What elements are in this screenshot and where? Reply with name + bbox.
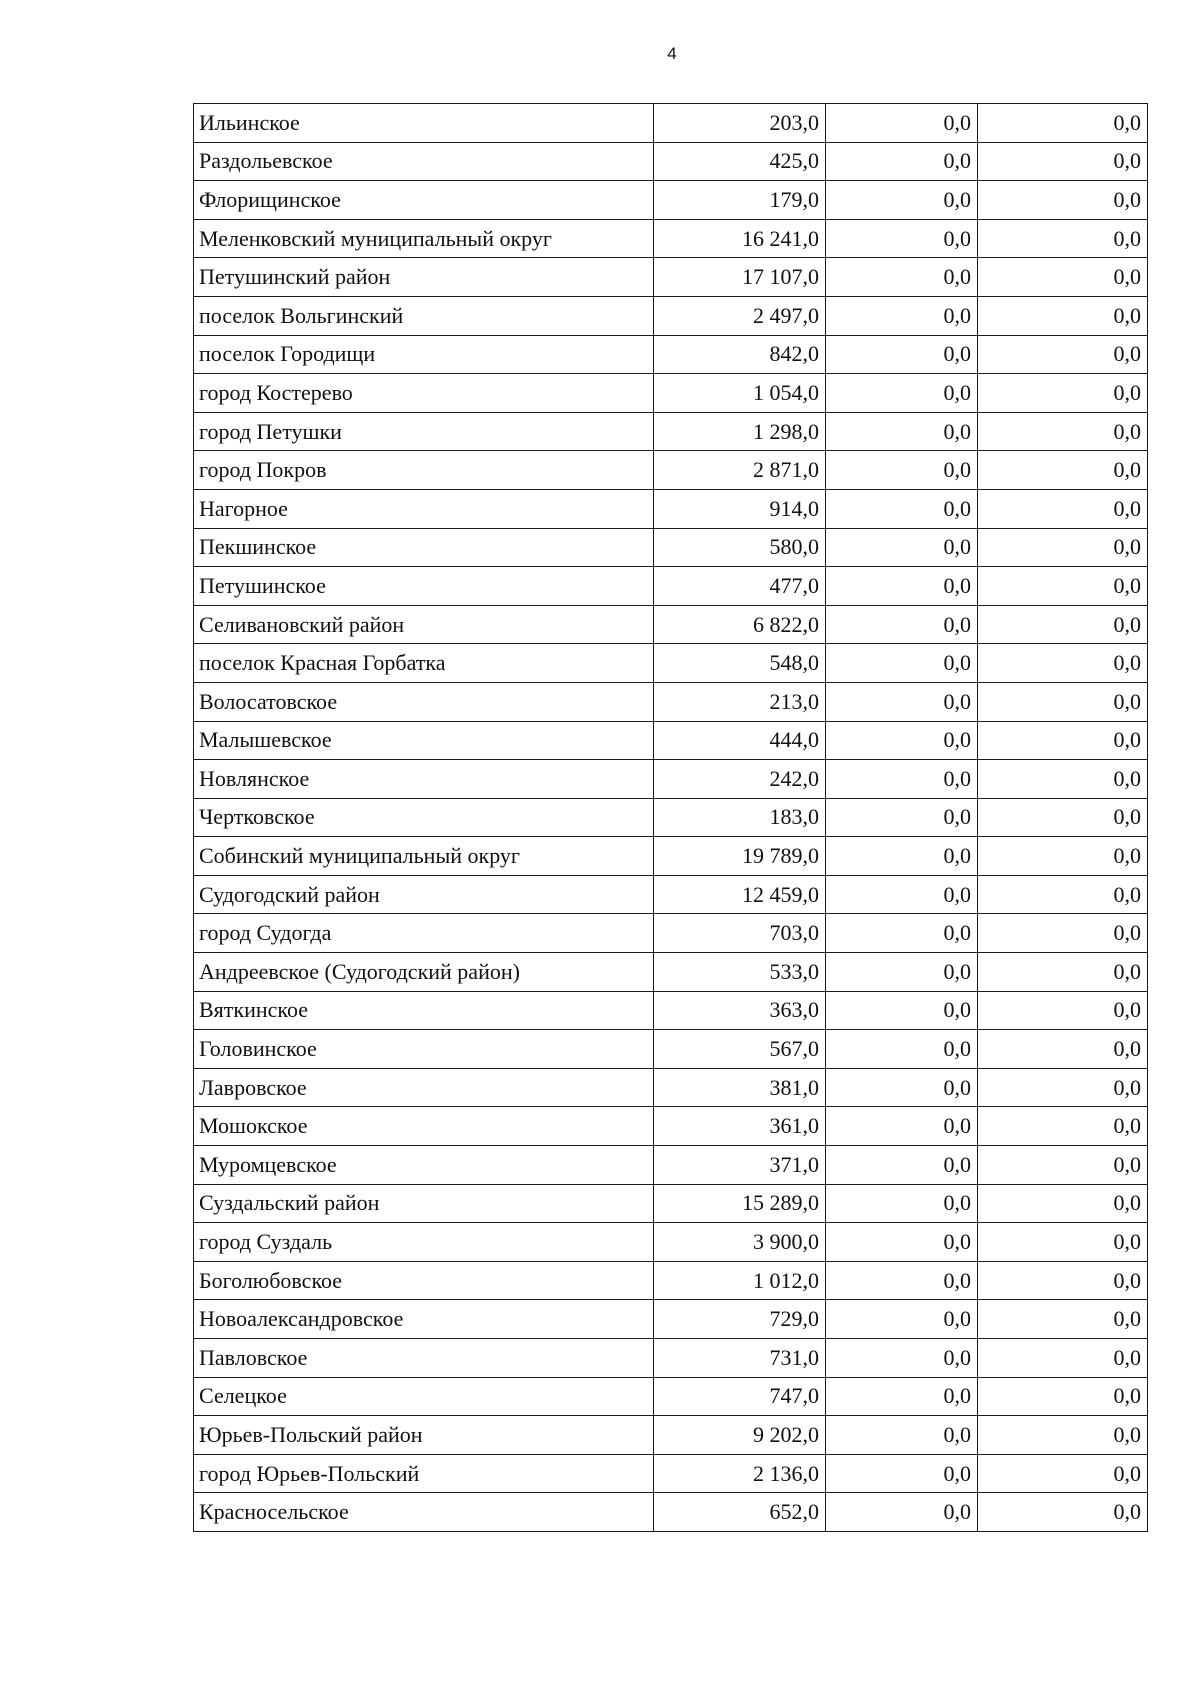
row-name-cell: Новлянское	[194, 760, 654, 799]
table-row	[194, 1223, 1148, 1262]
table-row	[194, 914, 1148, 953]
row-value-3-cell: 0,0	[978, 875, 1148, 914]
table-row	[194, 567, 1148, 606]
row-value-2-cell: 0,0	[826, 1300, 978, 1339]
row-name-cell: город Судогда	[194, 914, 654, 953]
row-value-3-cell: 0,0	[978, 219, 1148, 258]
row-value-2-cell: 0,0	[826, 1339, 978, 1378]
row-value-2-cell: 0,0	[826, 374, 978, 413]
row-value-3-cell: 0,0	[978, 1454, 1148, 1493]
row-value-1-cell: 477,0	[654, 567, 826, 606]
table-row	[194, 451, 1148, 490]
row-value-1-cell: 3 900,0	[654, 1223, 826, 1262]
row-value-1-cell: 16 241,0	[654, 219, 826, 258]
row-value-2-cell: 0,0	[826, 142, 978, 181]
row-value-3-cell: 0,0	[978, 1223, 1148, 1262]
table-row	[194, 1300, 1148, 1339]
row-value-2-cell: 0,0	[826, 335, 978, 374]
row-value-2-cell: 0,0	[826, 875, 978, 914]
row-name-cell: Андреевское (Судогодский район)	[194, 953, 654, 992]
row-value-3-cell: 0,0	[978, 296, 1148, 335]
table-row	[194, 682, 1148, 721]
row-value-1-cell: 371,0	[654, 1146, 826, 1185]
table-row	[194, 875, 1148, 914]
table-row	[194, 605, 1148, 644]
table-row	[194, 721, 1148, 760]
row-value-3-cell: 0,0	[978, 991, 1148, 1030]
row-value-2-cell: 0,0	[826, 1184, 978, 1223]
row-value-3-cell: 0,0	[978, 567, 1148, 606]
row-name-cell: Муромцевское	[194, 1146, 654, 1185]
row-value-1-cell: 361,0	[654, 1107, 826, 1146]
row-value-2-cell: 0,0	[826, 567, 978, 606]
row-value-2-cell: 0,0	[826, 1068, 978, 1107]
row-name-cell: Красносельское	[194, 1493, 654, 1532]
table-row	[194, 142, 1148, 181]
row-value-1-cell: 729,0	[654, 1300, 826, 1339]
table-row	[194, 374, 1148, 413]
row-value-1-cell: 567,0	[654, 1030, 826, 1069]
row-name-cell: Мошокское	[194, 1107, 654, 1146]
row-value-2-cell: 0,0	[826, 1454, 978, 1493]
row-value-3-cell: 0,0	[978, 605, 1148, 644]
row-name-cell: Меленковский муниципальный округ	[194, 219, 654, 258]
row-value-3-cell: 0,0	[978, 721, 1148, 760]
row-name-cell: Вяткинское	[194, 991, 654, 1030]
row-value-3-cell: 0,0	[978, 1339, 1148, 1378]
table-row	[194, 1339, 1148, 1378]
row-name-cell: Собинский муниципальный округ	[194, 837, 654, 876]
row-value-3-cell: 0,0	[978, 914, 1148, 953]
row-value-3-cell: 0,0	[978, 644, 1148, 683]
row-value-1-cell: 381,0	[654, 1068, 826, 1107]
row-value-1-cell: 2 136,0	[654, 1454, 826, 1493]
table-row	[194, 412, 1148, 451]
row-value-3-cell: 0,0	[978, 1261, 1148, 1300]
row-value-1-cell: 15 289,0	[654, 1184, 826, 1223]
row-value-1-cell: 425,0	[654, 142, 826, 181]
row-value-1-cell: 580,0	[654, 528, 826, 567]
row-name-cell: поселок Красная Горбатка	[194, 644, 654, 683]
table-row	[194, 991, 1148, 1030]
row-value-2-cell: 0,0	[826, 1146, 978, 1185]
row-value-1-cell: 12 459,0	[654, 875, 826, 914]
row-value-3-cell: 0,0	[978, 181, 1148, 220]
row-value-1-cell: 548,0	[654, 644, 826, 683]
row-value-2-cell: 0,0	[826, 181, 978, 220]
row-value-3-cell: 0,0	[978, 1300, 1148, 1339]
table-row	[194, 1493, 1148, 1532]
row-name-cell: Селецкое	[194, 1377, 654, 1416]
table-row	[194, 1146, 1148, 1185]
row-value-1-cell: 6 822,0	[654, 605, 826, 644]
row-name-cell: Волосатовское	[194, 682, 654, 721]
table-body	[194, 104, 1148, 1532]
row-value-3-cell: 0,0	[978, 798, 1148, 837]
row-value-2-cell: 0,0	[826, 1107, 978, 1146]
table-row	[194, 837, 1148, 876]
row-value-1-cell: 731,0	[654, 1339, 826, 1378]
table-row	[194, 798, 1148, 837]
row-value-3-cell: 0,0	[978, 489, 1148, 528]
row-value-2-cell: 0,0	[826, 837, 978, 876]
page-number: 4	[667, 44, 677, 63]
row-value-1-cell: 19 789,0	[654, 837, 826, 876]
table-row	[194, 489, 1148, 528]
row-name-cell: город Костерево	[194, 374, 654, 413]
data-table	[193, 103, 1148, 1532]
row-value-2-cell: 0,0	[826, 219, 978, 258]
row-value-2-cell: 0,0	[826, 605, 978, 644]
row-value-1-cell: 1 054,0	[654, 374, 826, 413]
row-name-cell: поселок Городищи	[194, 335, 654, 374]
row-name-cell: Петушинский район	[194, 258, 654, 297]
row-name-cell: Ильинское	[194, 104, 654, 143]
row-value-3-cell: 0,0	[978, 1107, 1148, 1146]
row-value-3-cell: 0,0	[978, 682, 1148, 721]
row-value-2-cell: 0,0	[826, 489, 978, 528]
row-value-3-cell: 0,0	[978, 953, 1148, 992]
row-value-1-cell: 179,0	[654, 181, 826, 220]
row-name-cell: Петушинское	[194, 567, 654, 606]
row-name-cell: Малышевское	[194, 721, 654, 760]
row-name-cell: город Петушки	[194, 412, 654, 451]
table-row	[194, 1107, 1148, 1146]
row-value-1-cell: 2 497,0	[654, 296, 826, 335]
row-value-2-cell: 0,0	[826, 1223, 978, 1262]
row-value-1-cell: 1 012,0	[654, 1261, 826, 1300]
table-row	[194, 296, 1148, 335]
table-row	[194, 335, 1148, 374]
row-name-cell: Пекшинское	[194, 528, 654, 567]
row-value-1-cell: 242,0	[654, 760, 826, 799]
table-row	[194, 1030, 1148, 1069]
row-value-3-cell: 0,0	[978, 1184, 1148, 1223]
row-value-1-cell: 203,0	[654, 104, 826, 143]
row-value-2-cell: 0,0	[826, 1377, 978, 1416]
row-value-3-cell: 0,0	[978, 374, 1148, 413]
row-name-cell: Чертковское	[194, 798, 654, 837]
row-value-1-cell: 213,0	[654, 682, 826, 721]
table-row	[194, 953, 1148, 992]
table-row	[194, 1454, 1148, 1493]
row-name-cell: Нагорное	[194, 489, 654, 528]
row-name-cell: Суздальский район	[194, 1184, 654, 1223]
row-value-2-cell: 0,0	[826, 1493, 978, 1532]
row-value-3-cell: 0,0	[978, 412, 1148, 451]
row-value-2-cell: 0,0	[826, 953, 978, 992]
table-row	[194, 104, 1148, 143]
table-row	[194, 1261, 1148, 1300]
row-name-cell: Юрьев-Польский район	[194, 1416, 654, 1455]
table-row	[194, 1377, 1148, 1416]
row-value-2-cell: 0,0	[826, 644, 978, 683]
row-value-2-cell: 0,0	[826, 991, 978, 1030]
row-name-cell: Флорищинское	[194, 181, 654, 220]
row-value-3-cell: 0,0	[978, 1030, 1148, 1069]
table-row	[194, 1068, 1148, 1107]
row-value-3-cell: 0,0	[978, 1377, 1148, 1416]
row-name-cell: Павловское	[194, 1339, 654, 1378]
row-name-cell: город Покров	[194, 451, 654, 490]
row-value-1-cell: 1 298,0	[654, 412, 826, 451]
table-row	[194, 528, 1148, 567]
row-value-3-cell: 0,0	[978, 1416, 1148, 1455]
row-value-3-cell: 0,0	[978, 1146, 1148, 1185]
row-value-1-cell: 914,0	[654, 489, 826, 528]
row-value-3-cell: 0,0	[978, 104, 1148, 143]
row-value-1-cell: 747,0	[654, 1377, 826, 1416]
table-row	[194, 1184, 1148, 1223]
row-value-2-cell: 0,0	[826, 296, 978, 335]
table-row	[194, 219, 1148, 258]
row-value-2-cell: 0,0	[826, 258, 978, 297]
row-value-1-cell: 363,0	[654, 991, 826, 1030]
row-name-cell: город Суздаль	[194, 1223, 654, 1262]
row-value-1-cell: 703,0	[654, 914, 826, 953]
row-name-cell: поселок Вольгинский	[194, 296, 654, 335]
row-value-3-cell: 0,0	[978, 142, 1148, 181]
row-value-3-cell: 0,0	[978, 451, 1148, 490]
row-value-3-cell: 0,0	[978, 335, 1148, 374]
row-value-3-cell: 0,0	[978, 760, 1148, 799]
row-value-2-cell: 0,0	[826, 528, 978, 567]
row-value-3-cell: 0,0	[978, 258, 1148, 297]
row-value-2-cell: 0,0	[826, 721, 978, 760]
row-value-2-cell: 0,0	[826, 1416, 978, 1455]
row-name-cell: Боголюбовское	[194, 1261, 654, 1300]
table-row	[194, 644, 1148, 683]
table-row	[194, 1416, 1148, 1455]
row-value-2-cell: 0,0	[826, 914, 978, 953]
row-name-cell: город Юрьев-Польский	[194, 1454, 654, 1493]
row-value-3-cell: 0,0	[978, 837, 1148, 876]
row-value-3-cell: 0,0	[978, 1493, 1148, 1532]
row-value-2-cell: 0,0	[826, 104, 978, 143]
row-value-2-cell: 0,0	[826, 798, 978, 837]
row-value-2-cell: 0,0	[826, 682, 978, 721]
row-name-cell: Новоалександровское	[194, 1300, 654, 1339]
row-value-1-cell: 2 871,0	[654, 451, 826, 490]
table-row	[194, 181, 1148, 220]
row-value-2-cell: 0,0	[826, 1030, 978, 1069]
row-value-1-cell: 533,0	[654, 953, 826, 992]
row-value-2-cell: 0,0	[826, 412, 978, 451]
row-name-cell: Раздольевское	[194, 142, 654, 181]
row-value-1-cell: 17 107,0	[654, 258, 826, 297]
row-value-1-cell: 444,0	[654, 721, 826, 760]
row-value-1-cell: 183,0	[654, 798, 826, 837]
row-value-2-cell: 0,0	[826, 1261, 978, 1300]
row-name-cell: Лавровское	[194, 1068, 654, 1107]
row-name-cell: Судогодский район	[194, 875, 654, 914]
row-value-1-cell: 842,0	[654, 335, 826, 374]
row-value-1-cell: 652,0	[654, 1493, 826, 1532]
row-value-2-cell: 0,0	[826, 451, 978, 490]
row-name-cell: Селивановский район	[194, 605, 654, 644]
row-value-3-cell: 0,0	[978, 1068, 1148, 1107]
row-name-cell: Головинское	[194, 1030, 654, 1069]
table-row	[194, 258, 1148, 297]
table-row	[194, 760, 1148, 799]
row-value-2-cell: 0,0	[826, 760, 978, 799]
row-value-3-cell: 0,0	[978, 528, 1148, 567]
row-value-1-cell: 9 202,0	[654, 1416, 826, 1455]
